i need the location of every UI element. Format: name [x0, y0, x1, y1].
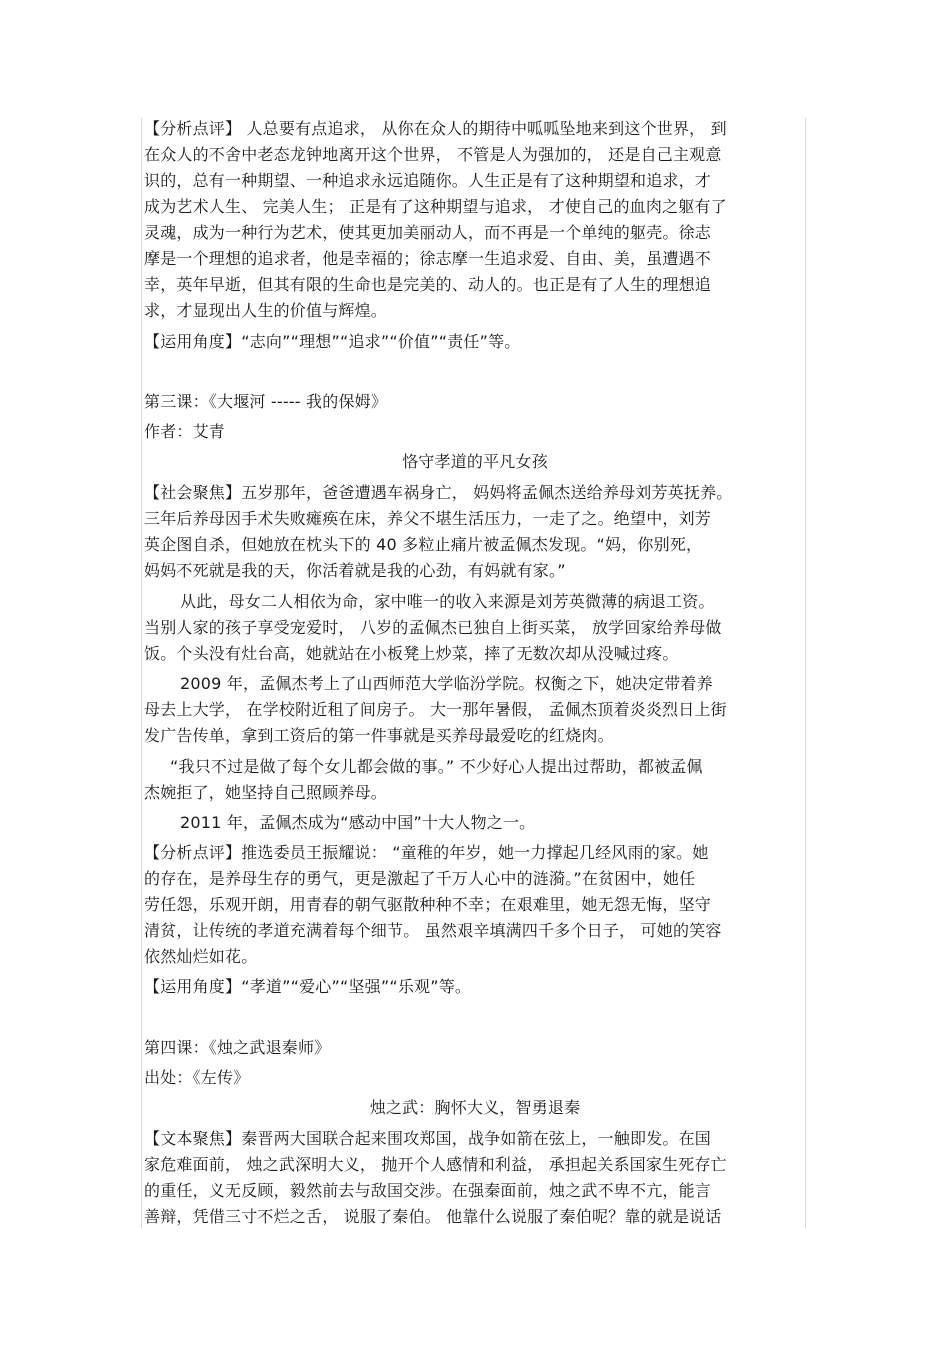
focus-line: 善辩，凭借三寸不烂之舌， 说服了秦伯。 他靠什么说服了秦伯呢？靠的就是说话 [144, 1207, 722, 1226]
usage-line: 【运用角度】“孝道”“爱心”“坚强”“乐观”等。 [144, 977, 472, 996]
paragraph-line: 2009 年，孟佩杰考上了山西师范大学临汾学院。权衡之下，她决定带着养 [180, 674, 713, 693]
paragraph-line: “我只不过是做了每个女儿都会做的事。” 不少好心人提出过帮助，都被孟佩 [170, 757, 703, 776]
focus-line: 家危难面前， 烛之武深明大义， 抛开个人感情和利益， 承担起关系国家生死存亡 [144, 1155, 727, 1174]
paragraph-line: 2011 年，孟佩杰成为“感动中国”十大人物之一。 [180, 813, 536, 832]
analysis-line: 摩是一个理想的追求者，他是幸福的；徐志摩一生追求爱、自由、美，虽遭遇不 [144, 249, 712, 268]
usage-line: 【运用角度】“志向”“理想”“追求”“价值”“责任”等。 [144, 332, 521, 351]
source-line: 出处：《左传》 [144, 1068, 250, 1087]
analysis-line: 依然灿烂如花。 [144, 947, 258, 966]
analysis-line: 成为艺术人生、 完美人生； 正是有了这种期望与追求， 才使自己的血肉之躯有了 [144, 197, 727, 216]
paragraph-line: 母去上大学， 在学校附近租了间房子。 大一那年暑假， 孟佩杰顶着炎炎烈日上街 [144, 700, 727, 719]
focus-line: 三年后养母因手术失败瘫痪在床，养父不堪生活压力，一走了之。绝望中，刘芳 [144, 509, 712, 528]
paragraph-line: 发广告传单，拿到工资后的第一件事就是买养母最爱吃的红烧肉。 [144, 726, 614, 745]
focus-line: 【社会聚焦】五岁那年，爸爸遭遇车祸身亡， 妈妈将孟佩杰送给养母刘芳英抚养。 [144, 483, 733, 502]
analysis-line: 清贫，让传统的孝道充满着每个细节。 虽然艰辛填满四千多个日子， 可她的笑容 [144, 921, 722, 940]
paragraph-line: 当别人家的孩子享受宠爱时， 八岁的孟佩杰已独自上街买菜， 放学回家给养母做 [144, 618, 722, 637]
focus-line: 的重任，义无反顾，毅然前去与敌国交涉。在强秦面前，烛之武不卑不亢，能言 [144, 1181, 712, 1200]
focus-line: 【文本聚焦】秦晋两大国联合起来围攻郑国，战争如箭在弦上，一触即发。在国 [144, 1129, 712, 1148]
analysis-line: 幸，英年早逝，但其有限的生命也是完美的、动人的。也正是有了人生的理想追 [144, 275, 712, 294]
analysis-line: 求，才显现出人生的价值与辉煌。 [144, 301, 388, 320]
analysis-line: 识的，总有一种期望、一种追求永远追随你。人生正是有了这种期望和追求，才 [144, 171, 712, 190]
analysis-line: 【分析点评】 人总要有点追求， 从你在众人的期待中呱呱坠地来到这个世界， 到 [144, 119, 727, 138]
paragraph-line: 从此，母女二人相依为命，家中唯一的收入来源是刘芳英微薄的病退工资。 [180, 592, 715, 611]
section-title: 烛之武：胸怀大义，智勇退秦 [369, 1098, 581, 1117]
focus-line: 英企图自杀，但她放在枕头下的 40 多粒止痛片被孟佩杰发现。“妈，你别死， [144, 535, 703, 554]
analysis-line: 劳任怨，乐观开朗，用青春的朝气驱散种种不幸；在艰难里，她无怨无悔，坚守 [144, 895, 712, 914]
analysis-line: 灵魂，成为一种行为艺术，使其更加美丽动人，而不再是一个单纯的躯壳。徐志 [144, 223, 712, 242]
paragraph-line: 杰婉拒了，她坚持自己照顾养母。 [144, 783, 388, 802]
analysis-line: 【分析点评】推选委员王振耀说： “童稚的年岁，她一力撑起几经风雨的家。她 [144, 843, 709, 862]
focus-line: 妈妈不死就是我的天，你活着就是我的心劲，有妈就有家。” [144, 561, 566, 580]
author-line: 作者：艾青 [144, 422, 226, 441]
analysis-line: 的存在，是养母生存的勇气，更是激起了千万人心中的涟漪。”在贫困中，她任 [144, 869, 696, 888]
section-title: 恪守孝道的平凡女孩 [402, 452, 548, 471]
lesson-heading: 第三课：《大堰河 ----- 我的保姆》 [144, 392, 388, 411]
paragraph-line: 饭。个头没有灶台高，她就站在小板凳上炒菜，摔了无数次却从没喊过疼。 [144, 644, 679, 663]
analysis-line: 在众人的不舍中老态龙钟地离开这个世界， 不管是人为强加的， 还是自己主观意 [144, 145, 722, 164]
lesson-heading: 第四课：《烛之武退秦师》 [144, 1038, 331, 1057]
